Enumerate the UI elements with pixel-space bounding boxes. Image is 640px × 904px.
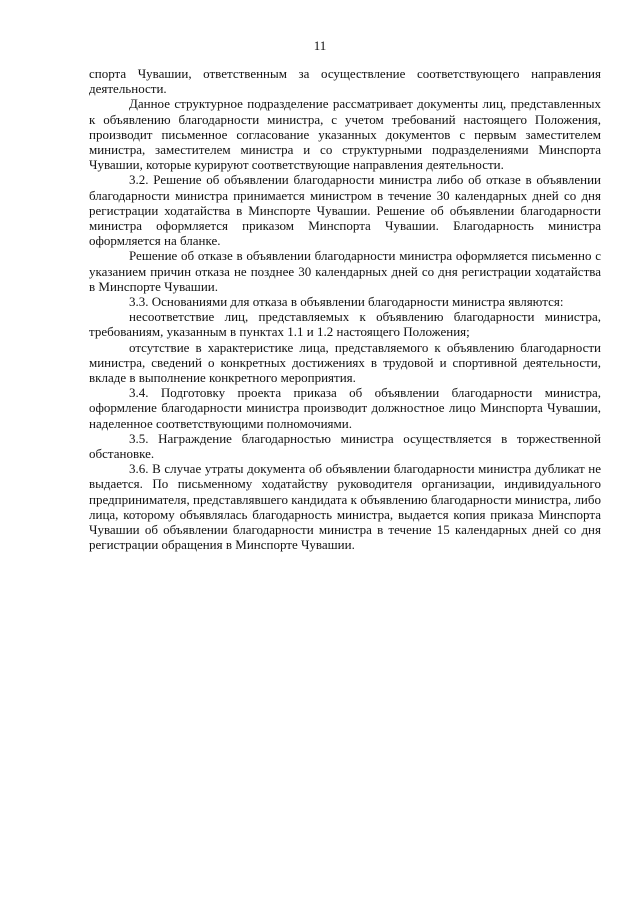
paragraph-3-5: 3.5. Награждение благодарностью министра осуществляется в торжественной обстановке. [89, 430, 601, 462]
paragraph-3-2: 3.2. Решение об объявлении благодарности министра либо об отказе в объявлении благодарности министра принимается министром в течение 30 календарных дней со дня регистрации ходатайства в Минспорте Чувашии. Решение об объявлении благодарности министра оформляется приказом Минспорта Чувашии. Благодарность министра оформляется на бланке. [89, 172, 601, 249]
paragraph-3-6: 3.6. В случае утраты документа об объявлении благодарности министра дубликат не выдается. По письменному ходатайству руководителя организации, индивидуального предпринимателя, представлявшего кандидата к объявлению благодарности министра, либо лица, которому объявлялась благодарность министра, выдается копия приказа Минспорта Чувашии об объявлении благодарности министра в течение 15 календарных дней со дня регистрации обращения в Минспорте Чувашии. [89, 461, 601, 553]
paragraph-continuation: спорта Чувашии, ответственным за осуществление соответствующего направления деятельности. [89, 66, 601, 97]
page-number: 11 [313, 38, 327, 53]
paragraph-refusal-ground-1: несоответствие лиц, представляемых к объявлению благодарности министра, требованиям, указанным в пунктах 1.1 и 1.2 настоящего Положения; [89, 309, 601, 340]
paragraph-structural-unit: Данное структурное подразделение рассматривает документы лиц, представленных к объявлению благодарности министра, с учетом требований настоящего Положения, производит письменное согласование указанных документов с первым заместителем министра, заместителем министра и со структурными подразделениями Минспорта Чувашии, которые курируют соответствующие направления деятельности. [89, 96, 601, 173]
paragraph-3-3: 3.3. Основаниями для отказа в объявлении благодарности министра являются: [129, 294, 564, 310]
paragraph-refusal-decision: Решение об отказе в объявлении благодарности министра оформляется письменно с указанием причин отказа не позднее 30 календарных дней со дня регистрации ходатайства в Минспорте Чувашии. [89, 248, 601, 294]
paragraph-3-4: 3.4. Подготовку проекта приказа об объявлении благодарности министра, оформление благодарности министра производит должностное лицо Минспорта Чувашии, наделенное соответствующими полномочиями. [89, 385, 601, 431]
paragraph-refusal-ground-2: отсутствие в характеристике лица, представляемого к объявлению благодарности министра, сведений о конкретных достижениях в трудовой и спортивной деятельности, вкладе в выполнение конкретного мероприятия. [89, 339, 601, 386]
document-body [89, 66, 601, 553]
